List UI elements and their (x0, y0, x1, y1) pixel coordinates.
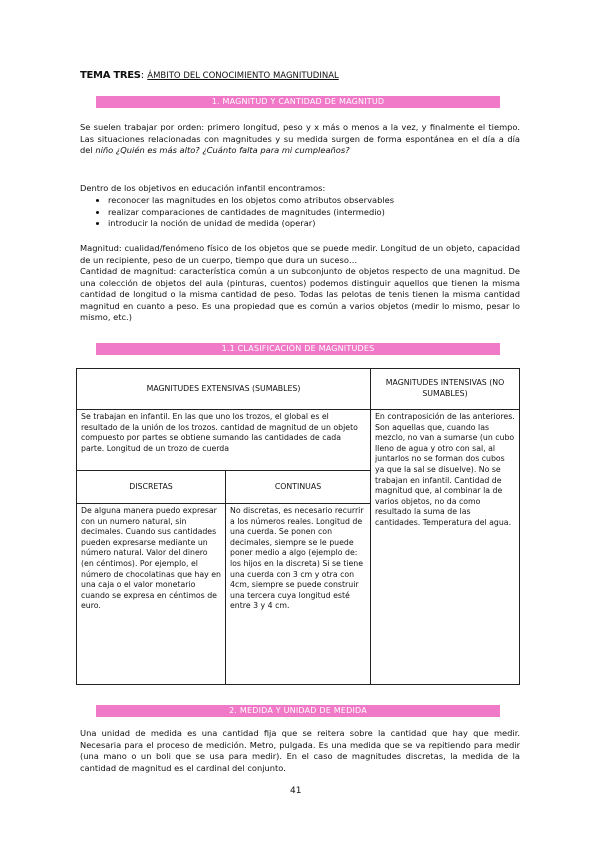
extensive-header: MAGNITUDES EXTENSIVAS (SUMABLES) (77, 369, 371, 410)
section-2-heading: 2. MEDIDA Y UNIDAD DE MEDIDA (96, 705, 500, 717)
magnitudes-table (76, 368, 520, 685)
magnitud-definition: Magnitud: cualidad/fenómeno físico de los objetos que se puede medir. Longitud de un objeto, capacidad de un recipiente, peso de un cuerpo, tiempo que dura un suceso… (80, 243, 520, 265)
continuous-header: CONTINUAS (226, 471, 371, 504)
page-number: 41 (290, 786, 302, 796)
title-subtitle: ÁMBITO DEL CONOCIMIENTO MAGNITUDINAL (147, 71, 339, 81)
objectives-list (96, 195, 394, 230)
cantidad-definition: Cantidad de magnitud: característica común a un subconjunto de objetos respecto de una magnitud. De una colección de objetos del aula (pinturas, cuentos) podemos distinguir aquellos que tienen la misma cantidad de longitud o la misma cantidad de peso. Todas las pelotas de tenis tienen la misma cantidad magnitud en cuanto a peso. Es una propiedad que es común a varios objetos (medir lo mismo, pesar lo mismo, etc.) (80, 266, 520, 322)
intro-paragraph (80, 122, 520, 157)
title-bold: TEMA TRES (80, 70, 141, 81)
title-colon: : (140, 70, 145, 81)
intro-text: Se suelen trabajar por orden: primero longitud, peso y x más o menos a la vez, y finalmente el tiempo. Las situaciones relacionadas con magnitudes y su medida surgen de forma espontánea en el día a día del (80, 122, 520, 155)
section-1-1-heading: 1.1 CLASIFICACIÓN DE MAGNITUDES (96, 343, 500, 355)
objectives-lead: Dentro de los objetivos en educación infantil encontramos: (80, 183, 326, 193)
list-item: • introducir la noción de unidad de medida (operar) (108, 218, 394, 230)
page-title (80, 70, 339, 81)
extensive-description: Se trabajan en infantil. En las que uno los trozos, el global es el resultado de la unión de los trozos. cantidad de magnitud de un objeto compuesto por partes se obtiene sumando las cantidades de cada parte. Longitud de un trozo de cuerda (77, 410, 371, 471)
discrete-header: DISCRETAS (77, 471, 226, 504)
definitions-block (80, 243, 520, 324)
intro-italic: niño ¿Quién es más alto? ¿Cuánto falta para mi cumpleaños? (95, 145, 350, 155)
discrete-description: De alguna manera puedo expresar con un numero natural, sin decimales. Cuando sus cantidades pueden expresarse mediante un número natural. Valor del dinero (en céntimos). Por ejemplo, el número de chocolatinas que hay en una caja o el valor monetario cuando se expresa en céntimos de euro. (77, 504, 226, 685)
medida-paragraph: Una unidad de medida es una cantidad fija que se reitera sobre la cantidad que hay que medir. Necesaria para el proceso de medición. Metro, pulgada. Es una medida que se va repitiendo para medir (una mano o un boli que se usa para medir). En el caso de magnitudes discretas, la medida de la cantidad de magnitud es el cardinal del conjunto. (80, 728, 520, 773)
intensive-header: MAGNITUDES INTENSIVAS (NO SUMABLES) (371, 369, 520, 410)
intensive-description: En contraposición de las anteriores. Son aquellas que, cuando las mezclo, no van a sumarse (un cubo lleno de agua y otro con sal, al juntarlos no se forman dos cubos ya que la sal se disuelve). No se trabajan en infantil. Cantidad de magnitud que, al combinar la de varios objetos, no da como resultado la suma de las cantidades. Temperatura del agua. (371, 410, 520, 685)
list-item: • realizar comparaciones de cantidades de magnitudes (intermedio) (108, 207, 394, 219)
section-1-heading: 1. MAGNITUD Y CANTIDAD DE MAGNITUD (96, 96, 500, 108)
continuous-description: No discretas, es necesario recurrir a los números reales. Longitud de una cuerda. Se ponen con decimales, siempre se le puede poner medio a algo (ejemplo de: los hijos en la discreta) Si se tiene una cuerda con 3 cm y otra con 4cm, siempre se puede construir una tercera cuya longitud esté entre 3 y 4 cm. (226, 504, 371, 685)
list-item: • reconocer las magnitudes en los objetos como atributos observables (108, 195, 394, 207)
